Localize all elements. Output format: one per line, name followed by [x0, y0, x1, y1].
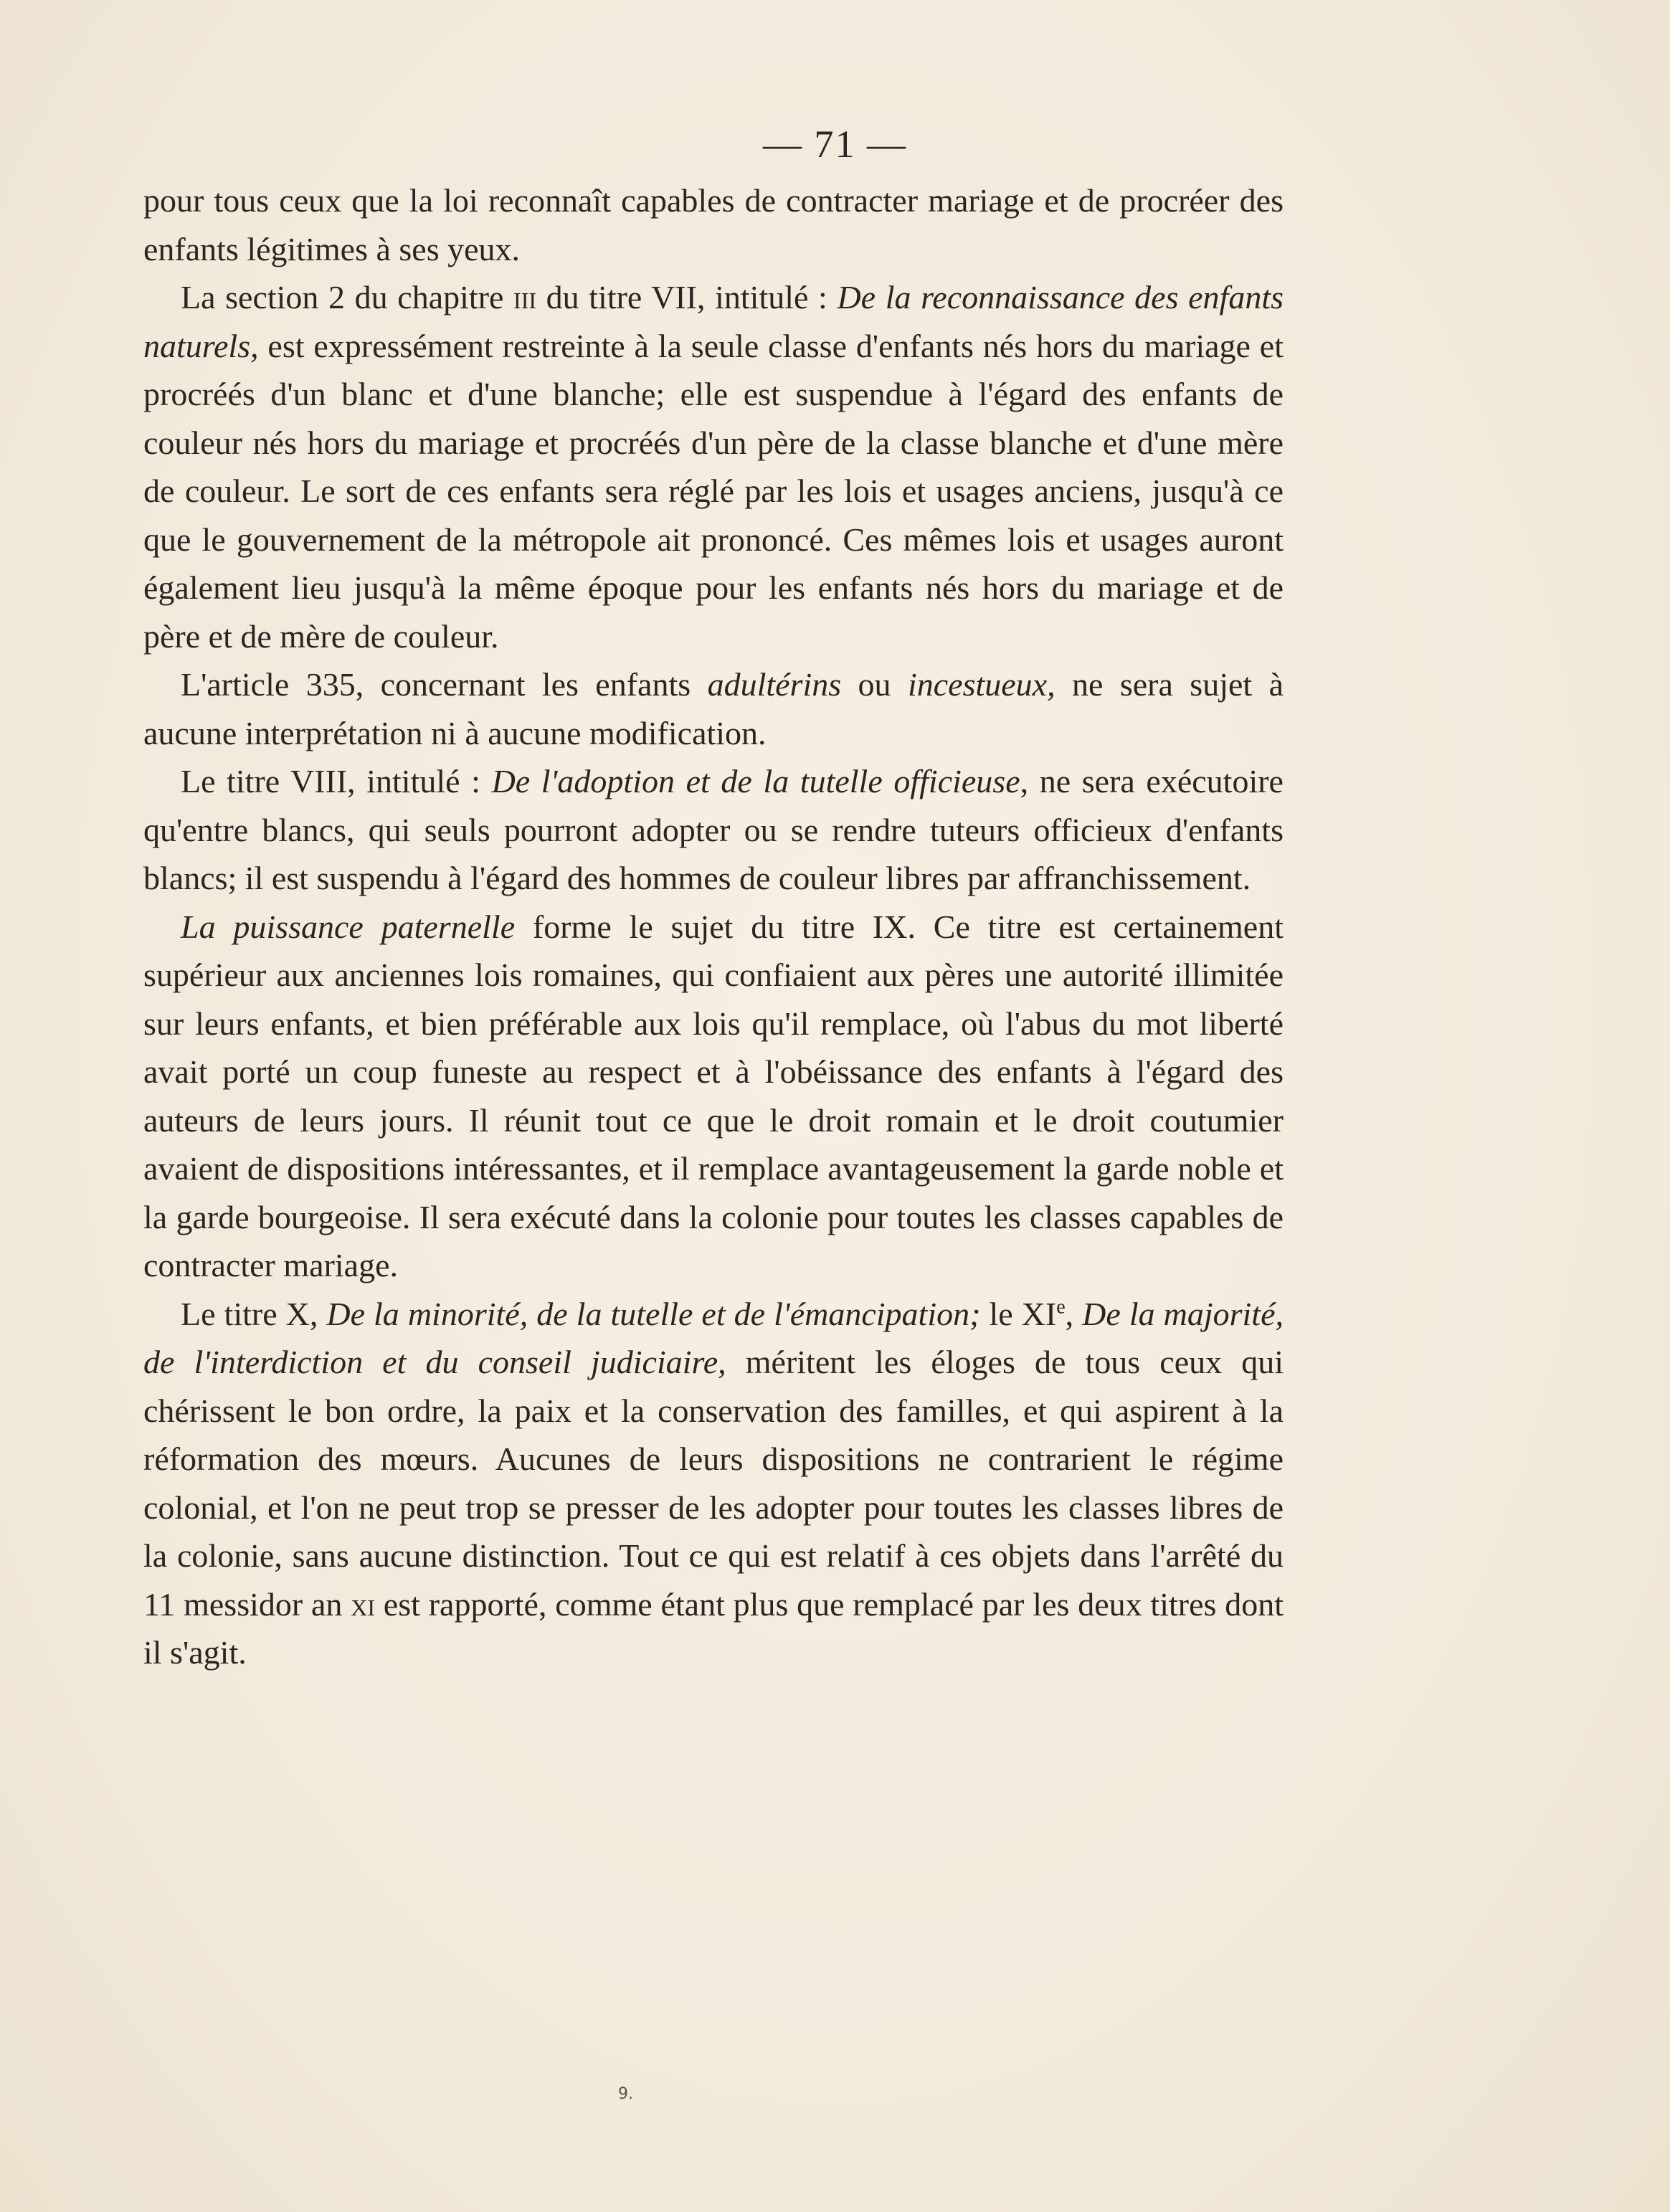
- superscript: e: [1056, 1296, 1066, 1319]
- text-run: forme le sujet du titre IX. Ce titre est certainement supérieur aux anciennes lois romaines, qui confiaient aux pères une autorité illimitée sur leurs enfants, et bien préférable aux lois qu'il remplace, où l'abus du mot liberté avait porté un coup funeste au respect et à l'obéissance des enfants à l'égard des auteurs de leurs jours. Il réunit tout ce que le droit romain et le droit coutumier avaient de dispositions intéressantes, et il remplace avantageusement la garde noble et la garde bourgeoise. Il sera exécuté dans la colonie pour toutes les classes capables de contracter mariage.: [143, 908, 1284, 1283]
- text-run: ,: [1065, 1295, 1083, 1332]
- text-run: est expressément restreinte à la seule classe d'enfants nés hors du mariage et procréés d'un blanc et d'une blanche; elle est suspendue à l'égard des enfants de couleur nés hors du mariage et procréés d'un père de la classe blanche et d'une mère de couleur. Le sort de ces enfants sera réglé par les lois et usages anciens, jusqu'à ce que le gouvernement de la métropole ait prononcé. Ces mêmes lois et usages auront également lieu jusqu'à la même époque pour les enfants nés hors du mariage et de père et de mère de couleur.: [143, 327, 1284, 655]
- text-run: méritent les éloges de tous ceux qui chérissent le bon ordre, la paix et la conservation des familles, et qui aspirent à la réformation des mœurs. Aucunes de leurs dispositions ne contrarient le régime colonial, et l'on ne peut trop se presser de les adopter pour toutes les classes libres de la colonie, sans aucune distinction. Tout ce qui est relatif à ces objets dans l'arrêté du 11 messidor an: [143, 1344, 1284, 1623]
- small-caps-text: xi: [351, 1585, 375, 1623]
- small-caps-text: iii: [513, 279, 537, 315]
- paragraph: [143, 757, 1284, 903]
- italic-text: De la majorité, de l'interdiction et du conseil judiciaire,: [143, 1295, 1284, 1380]
- text-run: La section 2 du chapitre: [181, 279, 514, 315]
- text-run: ne sera sujet à aucune interprétation ni à aucune modification.: [143, 666, 1284, 751]
- paragraph: [143, 660, 1284, 757]
- paragraph: [143, 1290, 1284, 1677]
- italic-text: De la reconnaissance des enfants naturels,: [143, 279, 1284, 364]
- italic-text: La puissance paternelle: [181, 908, 516, 945]
- text-run: , ne sera exécutoire qu'entre blancs, qui seuls pourront adopter ou se rendre tuteurs officieux d'enfants blancs; il est suspendu à l'égard des hommes de couleur libres par affranchissement.: [143, 763, 1284, 896]
- signature-mark: 9.: [618, 2085, 633, 2103]
- italic-text: De la minorité, de la tutelle et de l'émancipation;: [326, 1295, 981, 1332]
- paragraph: [143, 176, 1284, 273]
- text-run: est rapporté, comme étant plus que remplacé par les deux titres dont il s'agit.: [143, 1585, 1284, 1671]
- paragraph: [143, 273, 1284, 660]
- text-run: le XI: [980, 1295, 1057, 1332]
- text-run: Le titre X,: [181, 1295, 327, 1332]
- italic-text: incestueux,: [907, 666, 1055, 703]
- body-text: [143, 176, 1284, 1677]
- paragraph: [143, 903, 1284, 1290]
- italic-text: adultérins: [707, 666, 842, 703]
- text-run: pour tous ceux que la loi reconnaît capables de contracter mariage et de procréer des enfants légitimes à ses yeux.: [143, 182, 1284, 267]
- text-run: Le titre VIII, intitulé :: [181, 763, 492, 799]
- page-number: — 71 —: [763, 123, 907, 166]
- text-run: ou: [841, 666, 908, 703]
- text-run: L'article 335, concernant les enfants: [181, 666, 708, 703]
- italic-text: De l'adoption et de la tutelle officieuse: [491, 763, 1020, 799]
- text-run: du titre VII, intitulé :: [536, 279, 838, 315]
